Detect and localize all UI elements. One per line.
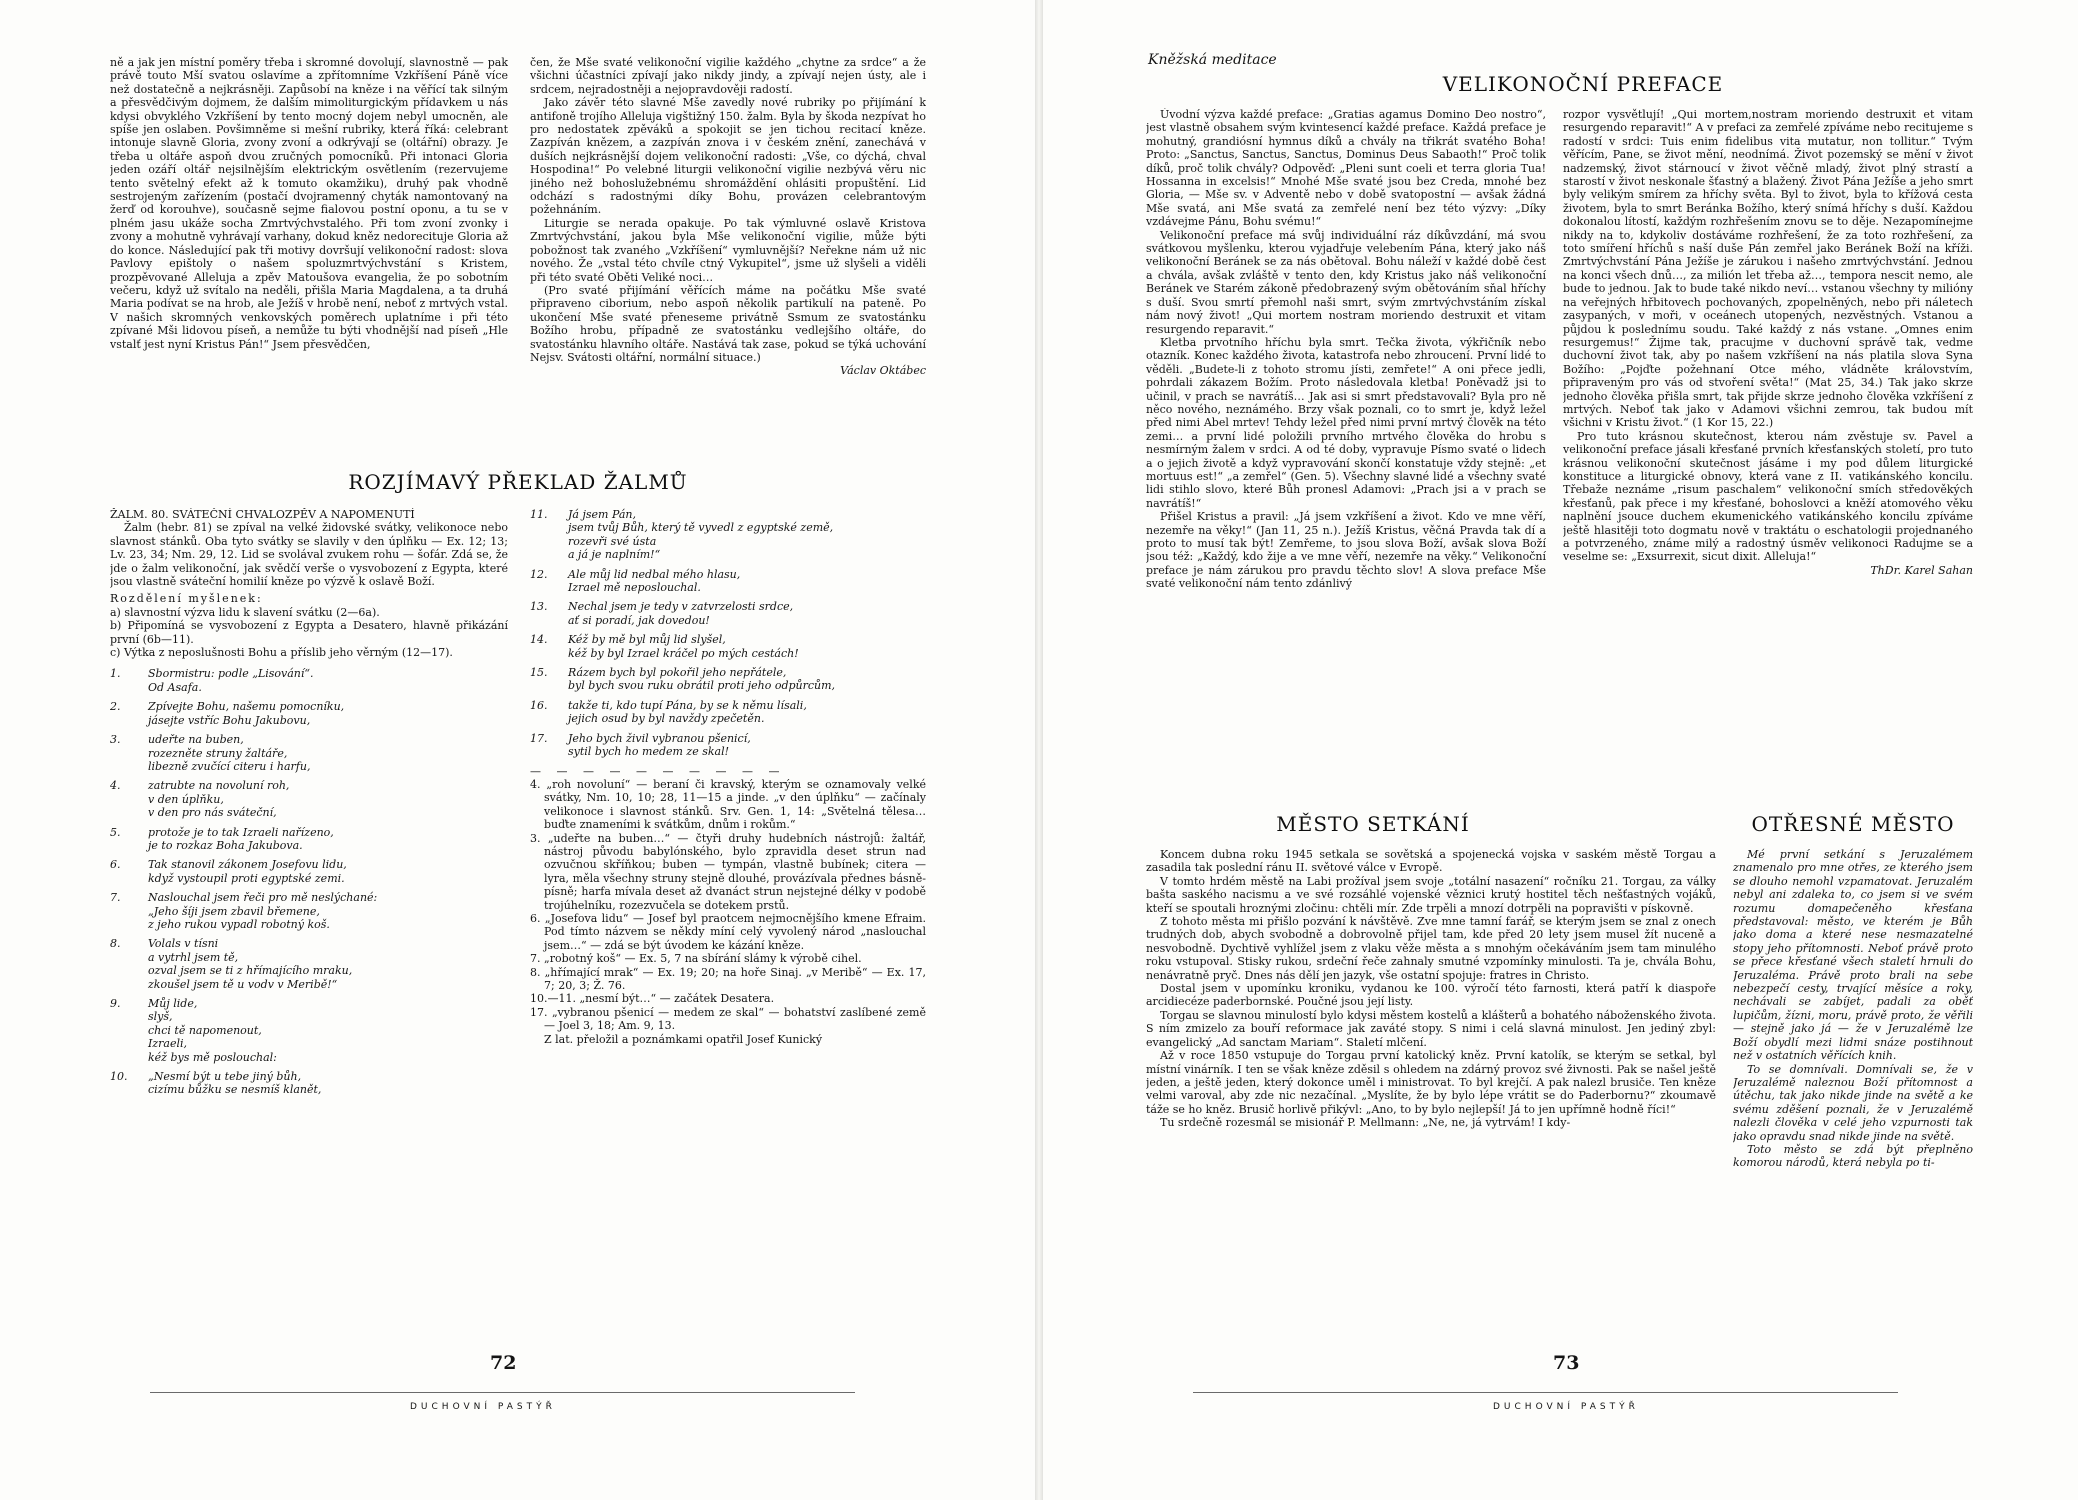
preface-column-2 (1563, 108, 1973, 798)
psalm-verse (530, 568, 926, 595)
city-paragraph: Tu srdečně rozesmál se misionář P. Mellmann: „Ne, ne, já vytrvám! I kdy- (1160, 1116, 1571, 1130)
verse-text: Zpívejte Bohu, našemu pomocníku, jásejte vstříc Bohu Jakubovu, (148, 700, 345, 727)
verse-text: Jeho bych živil vybranou pšenicí, sytil bych ho medem ze skal! (568, 731, 751, 759)
intro-signature: Václav Oktábec (840, 364, 926, 378)
preface-paragraph: Úvodní výzva každé preface: „Gratias agamus Domino Deo nostro“, jest vlastně obsahem svým kvintesencí každé preface. Každá preface je mohutný, grandiósní hymnus díků a chvály na třikrát svatého Boha! Proto: „Sanctus, Sanctus, Sanctus, Dominus Deus Sabaoth!“ Proč tolik díků, proč tolik chvály? Odpověď: „Pleni sunt coeli et terra gloria Tua! Hossanna in excelsis!“ Mnohé Mše svaté jsou bez Creda, mnohé bez Gloria, — Mše sv. v Adventě nebo v době svatopostní — avšak žádná Mše svatá, ani Mše svatá za zemřelé není bez této výzvy: „Díky vzdávejme Pánu, Bohu svému!“ (1146, 108, 1546, 229)
city-column (1146, 848, 1716, 1328)
page-number: 72 (490, 1352, 517, 1374)
psalm-note: 6. „Josefova lidu“ — Josef byl praotcem nejmocnějšího kmene Efraim. Pod tímto názvem se někdy míní celý vyvolený národ „naslouchal jsem…“ — zdá se být úvodem ke kázání kněze. (530, 911, 926, 952)
shock-paragraph: Mé první setkání s Jeruzalémem znamenalo pro mne otřes, ze kterého jsem se dlouho nemohl vzpamatovat. Jeruzalém nebyl ani zdaleka to, co jsem si ve svém rozumu domapečeněho křesťana představoval: město, ve kterém je Bůh jako doma a které nese nesmazatelné stopy jeho přítomnosti. Neboť právě proto se přece křesťané všech staletí hrnuli do Jeruzaléma. Právě proto brali na sebe nebezpečí cesty, trvající měsíce a roky, nechávali se zabíjet, padali za oběť lupičům, žízni, moru, právě proto, že věřili — stejně jako já — že v Jeruzalémě lze Boží obydlí mezi lidmi snáze postihnout než v ostatních věřících knih. (1733, 848, 1973, 1063)
verse-number: 3. (110, 733, 121, 747)
psalm-intro: Žalm (hebr. 81) se zpíval na velké židovské svátky, velikonoce nebo slavnost stánků. Oba tyto svátky se slavily v den úplňku — Ex. 12; 13; Lv. 23, 34; Nm. 29, 12. Lid se svolával zvukem rohu — šofár. Zdá se, že jde o žalm velikonoční, jak svědčí verše o vysvobození z Egypta, které jsou vlastně sváteční homilií kněze po výzvě k oslavě Boží. (110, 521, 508, 589)
outline-item: a) slavnostní výzva lidu k slavení svátku (2—6a). (110, 605, 380, 619)
verse-text: Volals v tísni a vytrhl jsem tě, ozval jsem se ti z hřímajícího mraku, zkoušel jsem tě u vodv v Meribě!“ (148, 937, 353, 991)
verse-text: takže ti, kdo tupí Pána, by se k němu lísali, jejich osud by byl navždy zpečetěn. (568, 698, 807, 726)
footer-rule (1193, 1392, 1898, 1393)
preface-paragraph: Velikonoční preface má svůj individuální ráz díkůvzdání, má svou svátkovou myšlenku, kterou vyjadřuje velebením Pána, který jako náš velikonoční Beránek se za nás obětoval. Bohu náleží v každé době čest a chvála, avšak zvláště v tento den, kdy Kristus jako náš velikonoční Beránek ve Starém zákoně předobrazený svým obětováním sňal hříchy s duší. Svou smrtí přemohl naši smrt, svým zmrtvýchvstáním získal nám nový život! „Qui mortem nostram moriendo destruxit et vitam resurgendo reparavit.“ (1146, 228, 1546, 336)
psalm-verse (530, 600, 926, 627)
verse-number: 4. (110, 779, 121, 793)
verse-number: 8. (110, 937, 121, 951)
verse-number: 16. (530, 698, 548, 712)
outline-item: c) Výtka z neposlušnosti Bohu a příslib jeho věrným (12—17). (110, 646, 453, 660)
footer-rule (150, 1392, 855, 1393)
psalm-verse (110, 891, 508, 931)
footer-journal: DUCHOVNÍ PASTÝŘ (410, 1402, 556, 1412)
psalm-subtitle: ŽALM. 80. SVÁTEČNÍ CHVALOZPĚV A NAPOMENUTÍ (110, 508, 415, 521)
psalm-verse (530, 732, 926, 759)
city-paragraph: Z tohoto města mi přišlo pozvání k návštěvě. Zve mne tamní farář, se kterým jsem se znal z onech trudných dob, abych svobodně a dobrovolně přijel tam, kde před 20 lety jsem musel žít nuceně a nesvobodně. Dychtivě vyhlížel jsem z vlaku věže města a s mnohým očekáváním jsem tam minulého roku vstupoval. Stisky rukou, srdeční řeče zahnaly smutné vzpomínky minulosti. Ta je, chvála Bohu, nenávratně pryč. Dnes nás dělí jen jazyk, vše ostatní spojuje: fratres in Christo. (1146, 915, 1716, 982)
left-page (0, 0, 1035, 1500)
preface-paragraph: Kletba prvotního hříchu byla smrt. Tečka života, výkřičník nebo otazník. Konec každého života, katastrofa nebo zhroucení. První lidé to věděli. „Budete-li z tohoto stromu jísti, zemřete!“ A oni přece jedli, pohrdali zákazem Božím. Proto následovala kletba! Poněvadž jsi to učinil, v prach se navrátíš… Jak asi si smrt představovali? Byla pro ně něco nového, neznámého. Brzy však poznali, co to smrt je, když ležel před nimi Abel mrtev! Tehdy ležel před nimi první mrtvý člověk na této zemi… a první lidé položili prvního mrtvého člověka do hrobu s nesmírným žalem v srdci. A od té doby, vypravuje Písmo svaté o lidech a o jejich životě a když vypravování skončí konstatuje vždy stejně: „et mortuus est!“ „a zemřel“ (Gen. 5). Všechny slavné lidé a všechny svaté lidi stihlo slovo, které Bůh pronesl Adamovi: „Prach jsi a v prach se navrátíš!“ (1146, 335, 1546, 510)
verse-number: 12. (530, 567, 548, 581)
verse-text: Ale můj lid nedbal mého hlasu, Izrael mě neposlouchal. (568, 567, 741, 595)
shock-title: OTŘESNÉ MĚSTO (1751, 812, 1955, 836)
psalm-verse (110, 667, 508, 694)
psalm-notes (530, 778, 926, 1033)
right-page (1043, 0, 2078, 1500)
city-paragraph: Koncem dubna roku 1945 setkala se sovětská a spojenecká vojska v saském městě Torgau a zasadila tak poslední ránu II. světové válce v Evropě. (1146, 848, 1716, 875)
shock-paragraph: Toto město se zdá být přeplněno komorou národů, která nebyla po ti- (1733, 1142, 1973, 1170)
preface-column-1 (1146, 108, 1546, 798)
verse-number: 11. (530, 508, 548, 521)
psalm-verse (530, 699, 926, 726)
psalm-column-2 (530, 508, 926, 1328)
shock-column (1733, 848, 1973, 1328)
psalm-verse (110, 997, 508, 1064)
intro-column-2 (530, 56, 926, 456)
verse-text: Rázem bych byl pokořil jeho nepřátele, byl bych svou ruku obrátil proti jeho odpůrcům, (568, 666, 836, 693)
intro-paragraph: čen, že Mše svaté velikonoční vigilie každého „chytne za srdce“ a že všichni účastníci zpívají jako nikdy jindy, a zpívají nejen ústy, ale i srdcem, nejradostněji a nejopravdověji radostí. (530, 56, 926, 96)
verse-text: protože je to tak Izraeli nařízeno, je to rozkaz Boha Jakubova. (148, 825, 334, 852)
verse-text: Nechal jsem je tedy v zatvrzelosti srdce, ať si poradí, jak dovedou! (568, 600, 794, 627)
psalm-verse (110, 1070, 508, 1097)
intro-paragraph: (Pro svaté přijímání věřících máme na počátku Mše svaté připraveno ciborium, nebo aspoň několik partikulí na pateně. Po ukončení Mše svaté přeneseme privátně Ssmum ze svatostánku Božího hrobu, případně ze svatostánku vedlejšího oltáře, do svatostánku hlavního oltáře. Nastává tak zase, pokud se týká uchování Nejsv. Svátosti oltářní, normální situace.) (530, 283, 926, 364)
preface-signature: ThDr. Karel Sahan (1870, 563, 1973, 577)
verse-number: 13. (530, 600, 548, 614)
psalm-verses (530, 508, 926, 759)
verse-number: 14. (530, 633, 548, 647)
psalm-verse (530, 633, 926, 660)
psalm-verse (530, 666, 926, 693)
psalm-note: 10.—11. „nesmí být…“ — začátek Desatera. (530, 992, 775, 1006)
verse-number: 7. (110, 891, 121, 905)
section-label: Kněžská meditace (1148, 52, 1277, 68)
verse-number: 6. (110, 858, 121, 872)
notes-divider: — — — — — — — — — — (530, 764, 786, 778)
psalm-verse (110, 826, 508, 853)
verse-number: 9. (110, 997, 121, 1010)
psalm-verse (110, 733, 508, 773)
verse-text: udeřte na buben, rozezněte struny žaltáře, libezně zvučící citeru i harfu, (148, 733, 311, 773)
verse-number: 10. (110, 1070, 128, 1084)
psalm-verse (530, 508, 926, 562)
verse-number: 17. (530, 731, 548, 745)
city-paragraph: Až v roce 1850 vstupuje do Torgau první katolický kněz. První katolík, se kterým se setkal, byl místní vinárník. I ten se však kněze zděsil s ohledem na zdárný provoz své živnosti. Pak se našel ještě jeden, a ještě jeden, který dokonce uměl i ministrovat. To byl krejčí. A pak nalezl brusiče. Ten kněze velmi varoval, aby zde nic nezačínal. „Myslíte, že by bylo lépe vrátit se do Paderbornu?“ zkoumavě táže se ho kněz. Brusič horlivě přikývl: „Ano, to by bylo nejlepší! Já to jen upřímně hodně říci!“ (1146, 1049, 1716, 1116)
city-paragraph: Dostal jsem v upomínku kroniku, vydanou ke 100. výročí této farnosti, která patří k diaspoře arcidiecéze paderbornské. Poučné jsou její listy. (1146, 982, 1716, 1009)
psalm-verse (110, 937, 508, 991)
outline-title: Rozdělení myšlenek: (110, 592, 263, 606)
verse-number: 1. (110, 667, 121, 681)
verse-text: zatrubte na novoluní roh, v den úplňku, v den pro nás sváteční, (148, 779, 290, 820)
psalm-note: 17. „vybranou pšenicí — medem ze skal“ — bohatství zaslíbené země — Joel 3, 18; Am. 9, 13. (530, 1005, 926, 1033)
preface-paragraph: Přišel Kristus a pravil: „Já jsem vzkříšení a život. Kdo ve mne věří, nezemře na věky!“ (Jan 11, 25 n.). Ježíš Kristus, věčná Pravda tak dí a proto to musí tak být! Zemřeme, to jsou slova Boží, avšak slova Boží jsou též: „Každý, kdo žije a ve mne věří, nezemře na věky.“ Velikonoční preface je nám zárukou pro pravdu těchto slov! A slova preface Mše svaté velikonoční nám tento zdánlivý (1146, 510, 1546, 591)
page-number: 73 (1553, 1352, 1580, 1374)
psalm-note: 7. „robotný koš“ — Ex. 5, 7 na sbírání slámy k výrobě cihel. (530, 952, 862, 966)
verse-text: Tak stanovil zákonem Josefovu lidu, když vystoupil proti egyptské zemi. (148, 858, 347, 885)
psalm-verse (110, 858, 508, 885)
outline-item: b) Připomíná se vysvobození z Egypta a Desatero, hlavně přikázání první (6b—11). (110, 619, 508, 646)
city-title: MĚSTO SETKÁNÍ (1276, 812, 1470, 836)
psalm-verses (110, 667, 508, 1096)
verse-text: Naslouchal jsem řeči pro mě neslýchané: „Jeho šíji jsem zbavil břemene, z jeho rukou vypadl robotný koš. (148, 891, 378, 931)
intro-paragraph: ně a jak jen místní poměry třeba i skromné dovolují, slavnostně — pak právě touto Mší svatou oslavíme a zpřítomníme Vzkříšení Páně více než dostatečně a nejkrásněji. Zapůsobí na kněze i na věřící tak silným a přesvědčivým dojmem, že dalším mimoliturgickým přídavkem u nás kdysi obvyklého Vzkříšení by tento mocný dojem nebyl umocněn, ale spíše jen oslaben. Povšimněme si mešní rubriky, která říká: celebrant intonuje slavně Gloria, zvony zvoní a odkrývají se (oltářní) obrazy. Je třeba u oltáře aspoň dvou zručných pomocníků. Při intonaci Gloria jeden ozáří oltář nejsilnějším elektrickým osvětlením (rezervujeme tento světelný efekt až k tomuto okamžiku), druhý pak vhodně sestrojeným zařízením (postačí dvojramenný chyták namontovaný na žerď od korouhve), současně sejme fialovou postní oponu, a tu se v plném jasu ukáže socha Zmrtvýchvstalého. Při tom zvoní zvonky i zvony a mohutně vyhrávají varhany, dokud kněz nedorecituje Gloria až do konce. Následující pak tři motivy dovršují velikonoční radost: slova Pavlovy epištoly o našem spoluzmrtvýchvstání s Kristem, prozpěvované Alleluja a zpěv Matoušova evangelia, že po sobotním večeru, když už svítalo na neděli, přišla Maria Magdalena, a ta druhá Maria podívat se na hrob, ale Ježíš v hrobě není, neboť z mrtvých vstal. V našich skromných venkovských poměrech uplatníme i při této zpívané Mši lidovou píseň, a nemůže tu býti vhodnější nad píseň „Hle vstalť jest nyní Kristus Pán!“ Jsem přesvědčen, (110, 56, 508, 351)
verse-text: „Nesmí být u tebe jiný bůh, cizímu bůžku se nesmíš klanět, (148, 1070, 322, 1097)
psalm-verse (110, 779, 508, 819)
city-paragraph: V tomto hrdém městě na Labi prožíval jsem svoje „totální nasazení“ ročníku 21. Torgau, za války bašta saského nacismu a ve své rozsáhlé vojenské věznici krutý hostitel těch nešťastných vojáků, kteří se spoutali hroznými zločinu: chtěli mír. Zde trpěli a mnozí dotrpěli na popravišti v pískovně. (1146, 874, 1716, 915)
city-paragraph: Torgau se slavnou minulostí bylo kdysi městem kostelů a klášterů a bohatého náboženského života. S ním zmizelo za bouří reformace jak zaváté stopy. S nimi i celá slavná minulost. Jen jediný zbyl: evangelický „Ad sanctam Mariam“. Staletí mlčení. (1146, 1008, 1716, 1049)
preface-title: VELIKONOČNÍ PREFACE (1442, 72, 1724, 96)
shock-paragraph: To se domnívali. Domnívali se, že v Jeruzalémě naleznou Boží přítomnost a útěchu, tak jako nikde jinde na světě a ke svému zděšení poznali, že v Jeruzalémě nalezli člověka v celé jeho vzpurnosti tak jako opravdu snad nikde jinde na světě. (1733, 1062, 1973, 1143)
psalm-note: 4. „roh novoluní“ — beraní či kravský, kterým se oznamovaly velké svátky, Nm. 10, 10; 28, 11—15 a jinde. „v den úplňku“ — začínaly velikonoce i slavnost stánků. Srv. Gen. 1, 14: „Světelná tělesa… buďte znameními k svátkům, dnům i rokům.“ (530, 777, 926, 832)
intro-paragraph: Jako závěr této slavné Mše zavedly nové rubriky po přijímání k antifoně trojího Alleluja vigštižný 150. žalm. Byla by škoda nezpívat ho pro nedostatek zpěváků a spokojit se jen tichou recitací kněze. Zazpíván knězem, a zazpíván znova i v českém znění, zanechává v duších nejkrásnější dojem velikonoční radosti: „Vše, co dýchá, chval Hospodina!“ Po velebné liturgii velikonoční vigilie nezbývá věru nic jiného než bohoslužebnému shromáždění ohlásiti propuštění. Lid odchází s radostnými díky Bohu, provázen celebrantovým požehnáním. (530, 96, 926, 217)
preface-paragraph: rozpor vysvětlují! „Qui mortem,nostram moriendo destruxit et vitam resurgendo reparavit!“ A v prefaci za zemřelé zpíváme nebo recitujeme s radostí v srdci: Tuis enim fidelibus vita mutatur, non tollitur.“ Tvým věřícím, Pane, se život mění, neodnímá. Život pozemský se mění v život nadzemský, život stárnoucí v život věčně mladý, život plný strastí a starostí v život neskonale šťastný a blažený. Život Pána Ježíše a jeho smrt byly velikým smírem za hříchy světa. Byl to život, byla to křížová cesta životem, byla to smrt Beránka Božího, který snímá hříchy s duší. Každou dokonalou lítostí, každým rozhřešením znovu se to děje. Nezapomínejme nikdy na to, kdykoliv dostáváme rozhřešení, že za toto rozhřešení, za toto smíření hříchů s naší duše Pán zemřel jako Beránek Boží na kříži. Zmrtvýchvstání Pána Ježíše je zárukou i našeho zmrtvýchvstání. Jednou na konci všech dnů…, za milión let třeba až…, tempora nescit nemo, ale bude to jednou. Jak to bude také nikdo neví… vstanou všechny ty milióny na veřejných hřbitovech pochovaných, zpopelněných, nebo při náletech zasypaných, v moři, v oceánech utopených, nezvěstných. Vstanou a půjdou k poslednímu soudu. Také každý z nás vstane. „Omnes enim resurgemus!“ Žijme tak, pracujme v duchovní správě tak, vedme duchovní život tak, aby po našem vzkříšení na nás platila slova Syna Božího: „Pojďte požehnaní Otce mého, vládněte královstvím, připraveným pro vás od stvoření světa!“ (Mat 25, 34.) Tak jako skrze jednoho člověka přišla smrt, tak přijde skrze jednoho člověka vzkříšení z mrtvých. Neboť tak jako v Adamovi všichni zemrou, tak budou mít všichni v Kristu život.“ (1 Kor 15, 22.) (1563, 108, 1973, 430)
verse-text: Můj lide, slyš, chci tě napomenout, Izraeli, kéž bys mě poslouchal: (148, 997, 277, 1064)
psalm-note: 8. „hřímající mrak“ — Ex. 19; 20; na hoře Sinaj. „v Meribě“ — Ex. 17, 7; 20, 3; Ž. 76. (530, 965, 926, 992)
verse-text: Kéž by mě byl můj lid slyšel, kéž by byl Izrael kráčel po mých cestách! (568, 633, 799, 660)
verse-number: 2. (110, 700, 121, 714)
psalm-title: ROZJÍMAVÝ PŘEKLAD ŽALMŮ (348, 470, 688, 494)
psalm-verse (110, 700, 508, 727)
verse-number: 5. (110, 825, 121, 839)
psalm-column-1 (110, 508, 508, 1328)
preface-paragraph: Pro tuto krásnou skutečnost, kterou nám zvěstuje sv. Pavel a velikonoční preface jásali křesťané prvních křesťanských století, pro tuto krásnou velikonoční skutečnost jásáme i my pod důlem liturgické konstituce a liturgické obnovy, která vane z II. vatikánského koncilu. Třebaže neznáme „risum paschalem“ velikonoční smích středověkých křesťanů, pak přece i my křesťané, bohoslovci a kněží atomového věku naplnění jsouce duchem ekumenického vatikánského koncilu zpíváme ještě hlasitěji toto dogmatu nově v traktátu o eschatologii projednaného a potvrzeného, známe milý a radostný úsměv velikonoci Radujme se a veselme se: „Exsurrexit, sicut dixit. Alleluja!“ (1563, 429, 1973, 564)
intro-paragraph: Liturgie se nerada opakuje. Po tak výmluvné oslavě Kristova Zmrtvýchvstání, jakou byla Mše velikonoční vigilie, může býti pobožnost tak zvaného „Vzkříšení“ vymluvnější? Neřekne nám už nic nového. Že „vstal této chvíle ctný Vykupitel“, jsme už slyšeli a viděli při této svaté Oběti Veliké noci… (530, 216, 926, 284)
verse-text: Já jsem Pán, jsem tvůj Bůh, který tě vyvedl z egyptské země, rozevři své ústa a já je naplním!“ (568, 508, 834, 562)
psalm-note: 3. „udeřte na buben…“ — čtyři druhy hudebních nástrojů: žaltář, nástroj původu babylónského, bylo zpravidla deset strun nad ozvučnou skříňkou; buben — tympán, vlastně bubínek; citera — lyra, měla všechny struny stejně dlouhé, provázívala přednes básně-písně; harfa mívala deset až dvanáct strun nejstejné délky v podobě trojúhelníku, rozezvučela se dotekem prstů. (530, 831, 926, 912)
notes-signature: Z lat. přeložil a poznámkami opatřil Josef Kunický (544, 1032, 823, 1046)
footer-journal: DUCHOVNÍ PASTÝŘ (1493, 1402, 1639, 1412)
page-gutter (1035, 0, 1043, 1500)
verse-text: Sbormistru: podle „Lisování“. Od Asafa. (148, 667, 314, 694)
intro-column-1 (110, 56, 508, 456)
verse-number: 15. (530, 666, 548, 680)
